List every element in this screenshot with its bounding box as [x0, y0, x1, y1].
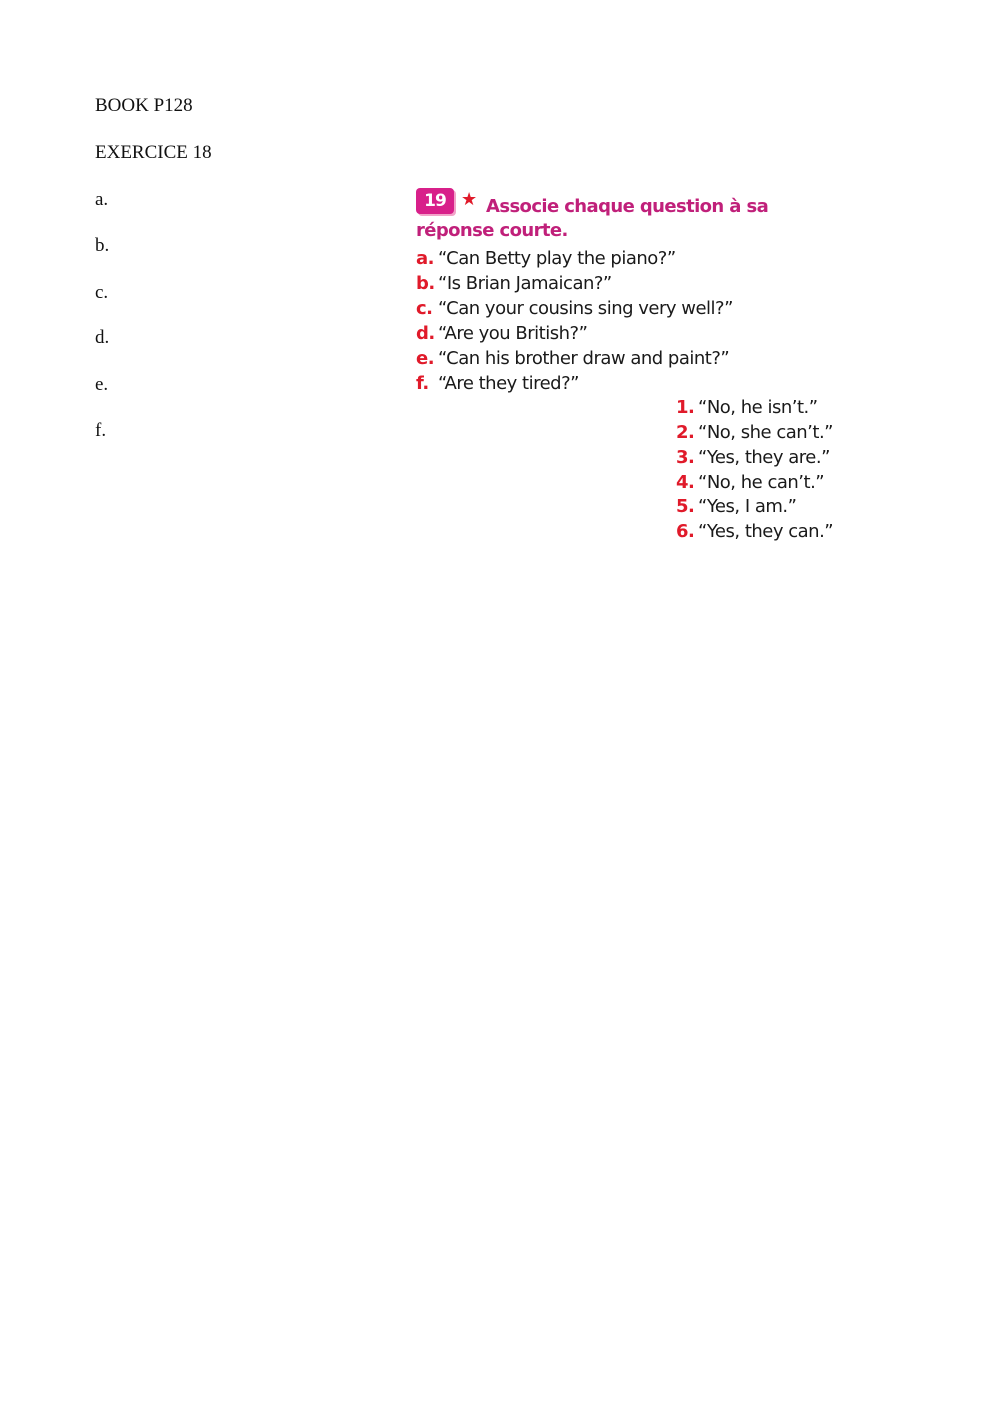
exercise-instruction: Associe chaque question à sa réponse courte. [416, 196, 769, 241]
exercise-excerpt [416, 186, 846, 556]
response-item [676, 421, 833, 445]
response-item [676, 520, 833, 544]
answer-letter-e: e. [95, 374, 109, 395]
response-number: 1. [676, 397, 695, 418]
question-item [416, 347, 729, 371]
answer-letter-b: b. [95, 235, 110, 256]
answer-letter-c: c. [95, 282, 109, 303]
response-text: “No, he can’t.” [698, 472, 825, 493]
response-text: “Yes, they can.” [698, 521, 834, 542]
response-number: 2. [676, 422, 695, 443]
response-item [676, 471, 824, 495]
response-number: 5. [676, 496, 695, 517]
question-letter: a. [416, 248, 434, 269]
book-reference: BOOK P128 [95, 95, 193, 116]
question-text: “Can Betty play the piano?” [438, 248, 676, 269]
answer-letter-a: a. [95, 189, 109, 210]
response-item [676, 495, 796, 519]
question-text: “Are you British?” [438, 323, 588, 344]
question-letter: e. [416, 348, 435, 369]
question-text: “Are they tired?” [438, 373, 579, 394]
question-letter: f. [416, 373, 429, 394]
answer-letter-f: f. [95, 420, 107, 441]
exercise-number-badge: 19 [416, 188, 454, 214]
question-item [416, 372, 579, 396]
response-text: “Yes, they are.” [698, 447, 830, 468]
question-text: “Is Brian Jamaican?” [438, 273, 612, 294]
question-text: “Can your cousins sing very well?” [438, 298, 733, 319]
question-item [416, 247, 676, 271]
response-item [676, 446, 830, 470]
response-number: 3. [676, 447, 695, 468]
question-item [416, 297, 733, 321]
answer-letter-d: d. [95, 327, 110, 348]
star-icon: ★ [461, 189, 478, 210]
response-text: “No, he isn’t.” [698, 397, 818, 418]
question-letter: c. [416, 298, 433, 319]
question-letter: b. [416, 273, 435, 294]
question-letter: d. [416, 323, 435, 344]
response-number: 4. [676, 472, 695, 493]
question-item [416, 272, 612, 296]
response-item [676, 396, 818, 420]
exercise-label: EXERCICE 18 [95, 142, 212, 163]
question-item [416, 322, 587, 346]
response-number: 6. [676, 521, 695, 542]
response-text: “No, she can’t.” [698, 422, 833, 443]
response-text: “Yes, I am.” [698, 496, 797, 517]
question-text: “Can his brother draw and paint?” [438, 348, 730, 369]
